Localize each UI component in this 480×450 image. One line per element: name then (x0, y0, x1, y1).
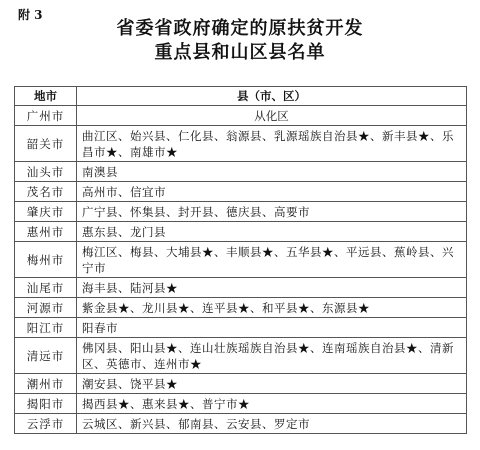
column-header-counties: 县（市、区） (77, 87, 467, 106)
table-row (15, 318, 467, 338)
city-cell: 梅州市 (15, 242, 77, 278)
city-cell: 潮州市 (15, 374, 77, 394)
table-row (15, 202, 467, 222)
counties-cell: 揭西县★、惠来县★、普宁市★ (77, 394, 467, 414)
table-row (15, 242, 467, 278)
counties-cell: 梅江区、梅县、大埔县★、丰顺县★、五华县★、平远县、蕉岭县、兴宁市 (77, 242, 467, 278)
table-row (15, 414, 467, 434)
table-row (15, 222, 467, 242)
table-row (15, 162, 467, 182)
city-cell: 惠州市 (15, 222, 77, 242)
annex-label: 附 3 (18, 8, 43, 22)
counties-cell: 从化区 (77, 106, 467, 126)
city-cell: 揭阳市 (15, 394, 77, 414)
city-cell: 清远市 (15, 338, 77, 374)
table-header-row (15, 87, 467, 106)
table-row (15, 278, 467, 298)
city-cell: 河源市 (15, 298, 77, 318)
table-row (15, 298, 467, 318)
city-cell: 汕尾市 (15, 278, 77, 298)
table-row (15, 338, 467, 374)
table-row (15, 106, 467, 126)
table-row (15, 182, 467, 202)
city-cell: 汕头市 (15, 162, 77, 182)
city-cell: 云浮市 (15, 414, 77, 434)
counties-cell: 广宁县、怀集县、封开县、德庆县、高要市 (77, 202, 467, 222)
table-row (15, 126, 467, 162)
city-cell: 广州市 (15, 106, 77, 126)
counties-cell: 南澳县 (77, 162, 467, 182)
table-row (15, 394, 467, 414)
city-cell: 肇庆市 (15, 202, 77, 222)
counties-cell: 阳春市 (77, 318, 467, 338)
counties-cell: 曲江区、始兴县、仁化县、翁源县、乳源瑶族自治县★、新丰县★、乐昌市★、南雄市★ (77, 126, 467, 162)
counties-cell: 高州市、信宜市 (77, 182, 467, 202)
page-title-line-1: 省委省政府确定的原扶贫开发 (116, 18, 364, 39)
table-row (15, 374, 467, 394)
counties-cell: 海丰县、陆河县★ (77, 278, 467, 298)
city-cell: 阳江市 (15, 318, 77, 338)
city-cell: 茂名市 (15, 182, 77, 202)
city-cell: 韶关市 (15, 126, 77, 162)
counties-cell: 惠东县、龙门县 (77, 222, 467, 242)
county-list-table (14, 86, 467, 434)
page-title-line-2: 重点县和山区县名单 (154, 42, 326, 63)
column-header-city: 地市 (15, 87, 77, 106)
counties-cell: 佛冈县、阳山县★、连山壮族瑶族自治县★、连南瑶族自治县★、清新区、英德市、连州市★ (77, 338, 467, 374)
counties-cell: 云城区、新兴县、郁南县、云安县、罗定市 (77, 414, 467, 434)
counties-cell: 潮安县、饶平县★ (77, 374, 467, 394)
counties-cell: 紫金县★、龙川县★、连平县★、和平县★、东源县★ (77, 298, 467, 318)
